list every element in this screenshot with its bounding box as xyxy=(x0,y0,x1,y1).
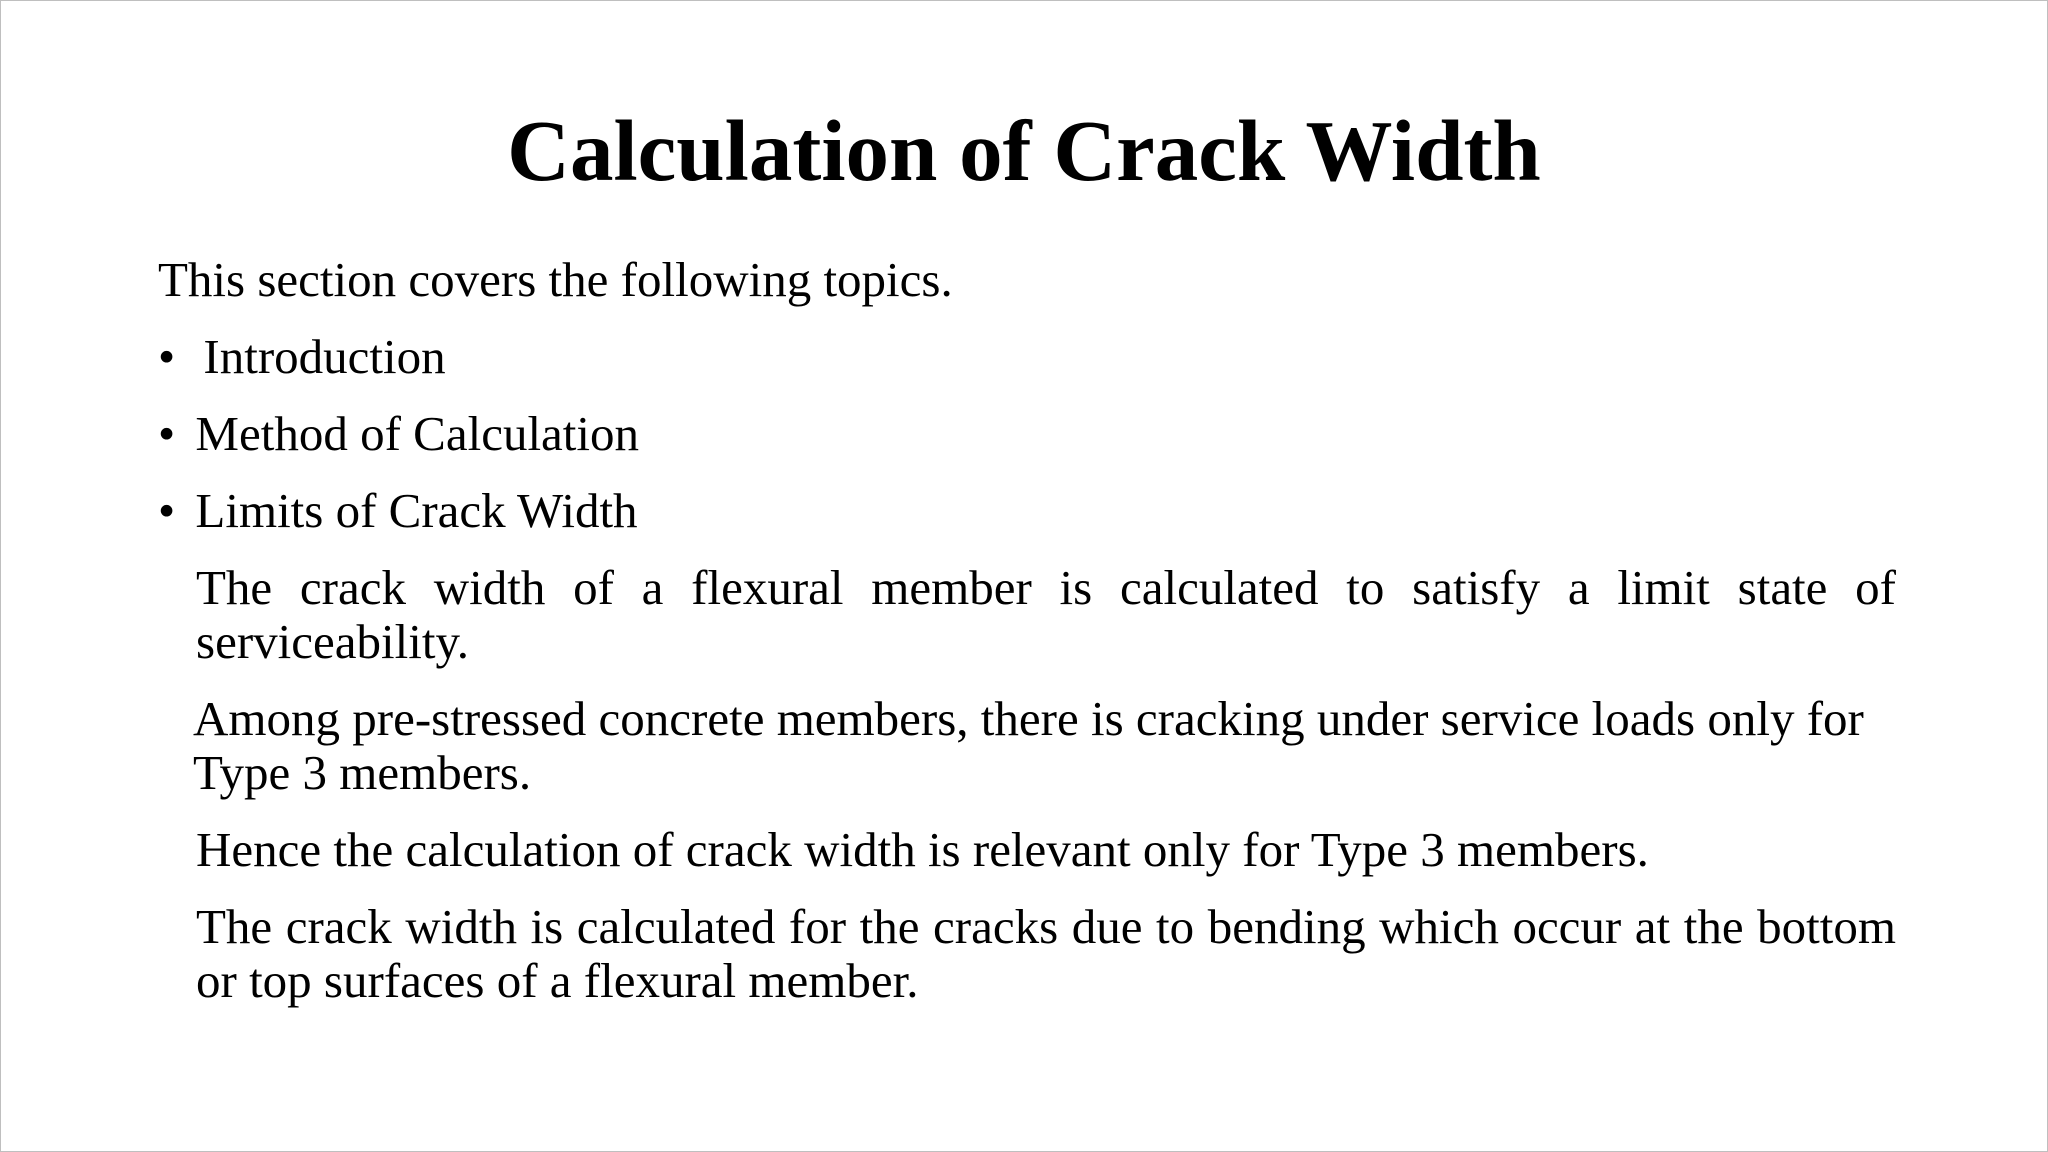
topic-label: Limits of Crack Width xyxy=(195,483,638,538)
topic-item-limits xyxy=(158,484,638,538)
paragraph-relevance: Hence the calculation of crack width is relevant only for Type 3 members. xyxy=(196,822,1649,877)
bullet-icon: • xyxy=(158,329,176,384)
paragraph-serviceability: The crack width of a flexural member is calculated to satisfy a limit state of serviceability. xyxy=(196,560,1896,669)
paragraph-type3-cracking: Among pre-stressed concrete members, there is cracking under service loads only for Type 3 members. xyxy=(193,691,1864,800)
topic-label: Method of Calculation xyxy=(195,406,640,461)
topic-item-introduction xyxy=(158,330,446,384)
bullet-icon: • xyxy=(158,483,176,538)
slide-title: Calculation of Crack Width xyxy=(507,102,1541,199)
topic-item-method xyxy=(158,407,639,461)
bullet-icon: • xyxy=(158,406,176,461)
topic-label: Introduction xyxy=(203,329,446,384)
paragraph-bending-cracks: The crack width is calculated for the cracks due to bending which occur at the bottom or top surfaces of a flexural member. xyxy=(196,899,1896,1008)
intro-text: This section covers the following topics. xyxy=(158,252,953,307)
